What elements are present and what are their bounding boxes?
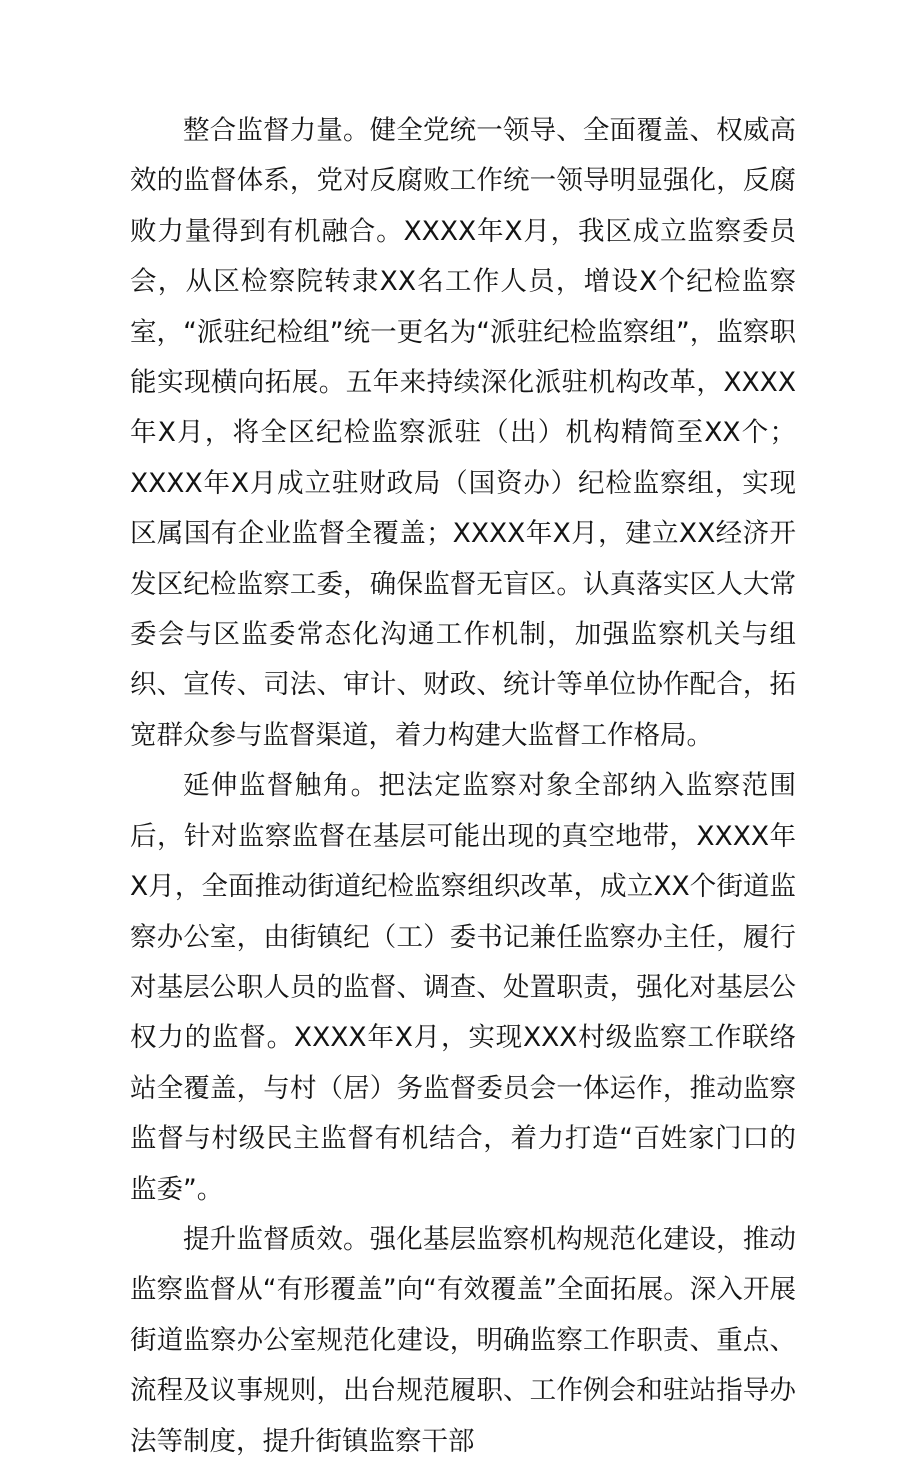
paragraph-extend-supervision: 延伸监督触角。把法定监察对象全部纳入监察范围后，针对监察监督在基层可能出现的真空地带，XXXX年X月，全面推动街道纪检监察组织改革，成立XX个街道监察办公室，由街镇纪（工）委书记兼任监察办主任，履行对基层公职人员的监督、调查、处置职责，强化对基层公权力的监督。XXXX年X月，实现XXX村级监察工作联络站全覆盖，与村（居）务监督委员会一体运作，推动监察监督与村级民主监督有机结合，着力打造“百姓家门口的监委”。 <box>130 770 796 1205</box>
paragraph-integrate-supervision: 整合监督力量。健全党统一领导、全面覆盖、权威高效的监督体系，党对反腐败工作统一领导明显强化，反腐败力量得到有机融合。XXXX年X月，我区成立监察委员会，从区检察院转隶XX名工作人员，增设X个纪检监察室，“派驻纪检组”统一更名为“派驻纪检监察组”，监察职能实现横向拓展。五年来持续深化派驻机构改革，XXXX年X月，将全区纪检监察派驻（出）机构精简至XX个；XXXX年X月成立驻财政局（国资办）纪检监察组，实现区属国有企业监督全覆盖；XXXX年X月，建立XX经济开发区纪检监察工委，确保监督无盲区。认真落实区人大常委会与区监委常态化沟通工作机制，加强监察机关与组织、宣传、司法、审计、财政、统计等单位协作配合，拓宽群众参与监督渠道，着力构建大监督工作格局。 <box>130 115 796 751</box>
paragraph-improve-supervision: 提升监督质效。强化基层监察机构规范化建设，推动监察监督从“有形覆盖”向“有效覆盖”全面拓展。深入开展街道监察办公室规范化建设，明确监察工作职责、重点、流程及议事规则，出台规范履职、工作例会和驻站指导办法等制度，提升街镇监察干部 <box>130 1223 796 1457</box>
document-body <box>130 106 796 1467</box>
